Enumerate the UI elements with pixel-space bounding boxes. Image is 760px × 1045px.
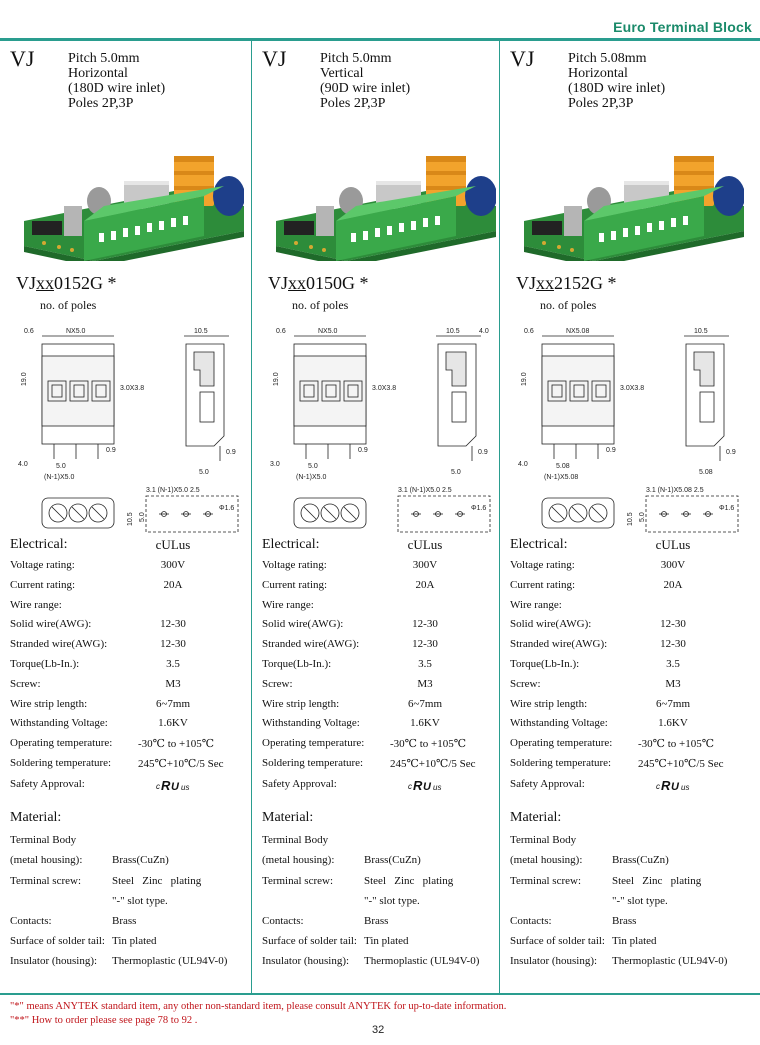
spec-label: Operating temperature: — [10, 737, 113, 750]
solder-tail-label: Surface of solder tail: — [262, 935, 357, 947]
series-code: VJ — [10, 46, 35, 71]
dim-body-h2: 5.0 — [139, 512, 146, 522]
spec-value: 12-30 — [412, 618, 438, 631]
dim-height: 19.0 — [21, 372, 28, 386]
spec-row — [510, 698, 755, 716]
spec-value: -30℃ to +105℃ — [390, 738, 467, 751]
spec-row — [10, 737, 255, 755]
contacts-value: Brass — [612, 915, 637, 927]
spec-row — [510, 618, 755, 636]
spec-label: Voltage rating: — [262, 559, 327, 571]
spec-row — [262, 678, 507, 696]
svg-text:R: R — [413, 778, 423, 792]
product-description — [568, 51, 665, 111]
material-title: Material: — [510, 810, 562, 825]
product-description — [320, 51, 410, 111]
contacts-value: Brass — [364, 915, 389, 927]
poles-caption: no. of poles — [292, 298, 349, 312]
spec-row — [510, 678, 755, 696]
spec-row — [10, 579, 255, 597]
spec-value: 3.5 — [666, 658, 680, 670]
dim-pin-row: (N-1)X5.0 — [296, 474, 327, 481]
electrical-title: Electrical: — [262, 537, 320, 552]
insulator-label: Insulator (housing): — [262, 955, 350, 967]
dim-side-tail: 0.9 — [726, 449, 736, 456]
spec-row — [510, 559, 755, 577]
spec-label: Current rating: — [10, 578, 76, 591]
ul-recognized-mark — [156, 778, 196, 792]
spec-row — [510, 638, 755, 656]
dim-hole: 3.0X3.8 — [620, 385, 645, 392]
svg-text:U: U — [171, 781, 179, 792]
spec-label: Soldering temperature: — [10, 757, 112, 769]
part-prefix: VJ — [516, 273, 537, 293]
spec-row — [262, 579, 507, 597]
dim-side-pin: 5.08 — [699, 469, 713, 476]
series-code: VJ — [262, 46, 287, 71]
spec-value: 12-30 — [660, 618, 686, 631]
housing-value: Brass(CuZn) — [612, 854, 669, 866]
spec-label: Torque(Lb-In.): — [10, 658, 80, 670]
terminal-screw-value: Steel Zinc plating — [612, 875, 702, 887]
wire-inlet-text: (180D wire inlet) — [568, 81, 666, 96]
housing-value: Brass(CuZn) — [112, 854, 169, 866]
part-suffix: 0150G * — [306, 273, 369, 293]
spec-label: Withstanding Voltage: — [510, 717, 608, 730]
pitch-text: Pitch 5.0mm — [68, 51, 140, 66]
spec-label: Solid wire(AWG): — [10, 618, 92, 631]
spec-label: Solid wire(AWG): — [510, 618, 592, 631]
dim-pin: 5.0 — [308, 463, 318, 470]
material-title: Material: — [262, 810, 314, 825]
dim-hole: 3.0X3.8 — [372, 385, 397, 392]
spec-value: 12-30 — [160, 638, 186, 651]
contacts-label: Contacts: — [510, 915, 552, 927]
pitch-text: Pitch 5.08mm — [568, 51, 647, 66]
spec-value: 20A — [163, 578, 183, 591]
poles-caption: no. of poles — [540, 298, 597, 312]
svg-text:us: us — [681, 783, 690, 792]
spec-row — [510, 599, 755, 617]
spec-label: Wire range: — [262, 598, 314, 611]
spec-value: 20A — [415, 578, 435, 591]
safety-approval-row — [510, 778, 755, 796]
dim-pitch: NX5.0 — [66, 328, 86, 335]
housing-label: (metal housing): — [510, 854, 583, 866]
dim-hole: 3.0X3.8 — [120, 385, 145, 392]
part-number — [268, 273, 369, 294]
material-title: Material: — [10, 810, 62, 825]
dim-body-h1: 10.5 — [627, 512, 634, 526]
safety-approval-row — [262, 778, 507, 796]
spec-value: 300V — [160, 559, 186, 571]
spec-label: Voltage rating: — [10, 559, 75, 571]
dim-hole-dia: Φ1.6 — [719, 505, 735, 512]
wire-inlet-text: (180D wire inlet) — [68, 81, 166, 96]
spec-value: 245℃+10℃/5 Sec — [138, 758, 224, 770]
spec-value: M3 — [665, 677, 681, 690]
page-header-title: Euro Terminal Block — [613, 19, 752, 35]
dim-bottom: 4.0 — [518, 461, 528, 468]
spec-label: Wire strip length: — [510, 697, 588, 710]
dimension-drawing — [14, 326, 258, 541]
spec-value: 12-30 — [412, 638, 438, 651]
dim-top: 3.1 (N-1)X5.0 2.5 — [398, 487, 452, 494]
spec-row — [510, 717, 755, 735]
svg-text:c: c — [156, 782, 160, 791]
electrical-heading-row — [510, 537, 755, 555]
spec-label: Operating temperature: — [262, 737, 365, 750]
svg-text:U: U — [423, 781, 431, 792]
housing-value: Brass(CuZn) — [364, 854, 421, 866]
part-variant: xx — [36, 273, 55, 293]
terminal-body-label: Terminal Body — [262, 834, 329, 846]
dim-side-pin: 5.0 — [451, 469, 461, 476]
spec-row — [510, 757, 755, 775]
spec-value: 1.6KV — [158, 717, 188, 730]
solder-tail-value: Tin plated — [364, 935, 409, 947]
orientation-text: Horizontal — [68, 66, 128, 81]
spec-row — [510, 658, 755, 676]
spec-label: Stranded wire(AWG): — [262, 638, 360, 651]
spec-value: 6~7mm — [655, 697, 691, 710]
dim-tail: 0.9 — [606, 447, 616, 454]
orientation-text: Horizontal — [568, 66, 628, 81]
dim-side-tail: 0.9 — [226, 449, 236, 456]
electrical-title: Electrical: — [510, 537, 568, 552]
spec-value: -30℃ to +105℃ — [138, 738, 215, 751]
spec-label: Soldering temperature: — [262, 757, 364, 769]
safety-approval-label: Safety Approval: — [262, 778, 337, 790]
spec-row — [10, 698, 255, 716]
spec-label: Wire range: — [510, 598, 562, 611]
spec-value: 6~7mm — [407, 697, 443, 710]
spec-value: 12-30 — [660, 638, 686, 651]
spec-row — [262, 618, 507, 636]
safety-approval-label: Safety Approval: — [510, 778, 585, 790]
spec-label: Soldering temperature: — [510, 757, 612, 769]
insulator-label: Insulator (housing): — [10, 955, 98, 967]
part-suffix: 0152G * — [54, 273, 117, 293]
dim-body-h1: 10.5 — [127, 512, 134, 526]
dim-side-width: 10.5 — [194, 328, 208, 335]
dim-side-width: 10.5 — [446, 328, 460, 335]
footer-rule — [0, 993, 760, 995]
part-prefix: VJ — [268, 273, 289, 293]
spec-row — [10, 559, 255, 577]
terminal-block-photo — [276, 151, 496, 261]
electrical-heading-row — [10, 537, 255, 555]
spec-label: Withstanding Voltage: — [10, 717, 108, 730]
spec-row — [262, 698, 507, 716]
product-column-3 — [510, 41, 760, 993]
poles-text: Poles 2P,3P — [320, 96, 386, 111]
spec-label: Screw: — [510, 677, 541, 690]
terminal-screw-label: Terminal screw: — [262, 875, 334, 887]
svg-text:U: U — [671, 781, 679, 792]
spec-label: Operating temperature: — [510, 737, 613, 750]
series-code: VJ — [510, 46, 535, 71]
housing-label: (metal housing): — [262, 854, 335, 866]
solder-tail-value: Tin plated — [612, 935, 657, 947]
wire-inlet-text: (90D wire inlet) — [320, 81, 411, 96]
svg-text:us: us — [433, 783, 442, 792]
spec-value: 300V — [412, 559, 438, 571]
terminal-screw-value: Steel Zinc plating — [364, 875, 454, 887]
dim-top: 3.1 (N-1)X5.08 2.5 — [646, 487, 704, 494]
spec-row — [262, 717, 507, 735]
svg-text:us: us — [181, 783, 190, 792]
page-number: 32 — [372, 1024, 385, 1036]
dim-top: 3.1 (N-1)X5.0 2.5 — [146, 487, 200, 494]
contacts-label: Contacts: — [10, 915, 52, 927]
spec-label: Torque(Lb-In.): — [510, 658, 580, 670]
terminal-body-label: Terminal Body — [10, 834, 77, 846]
safety-approval-label: Safety Approval: — [10, 778, 85, 790]
terminal-block-photo — [24, 151, 244, 261]
spec-row — [10, 658, 255, 676]
electrical-title: Electrical: — [10, 537, 68, 552]
dim-tail: 0.9 — [358, 447, 368, 454]
dim-side-extra: 4.0 — [479, 328, 489, 335]
spec-label: Current rating: — [262, 578, 328, 591]
solder-tail-label: Surface of solder tail: — [510, 935, 605, 947]
terminal-body-label: Terminal Body — [510, 834, 577, 846]
housing-label: (metal housing): — [10, 854, 83, 866]
spec-value: 3.5 — [166, 658, 180, 670]
insulator-value: Thermoplastic (UL94V-0) — [612, 955, 728, 967]
dim-left: 0.6 — [276, 328, 286, 335]
dim-height: 19.0 — [521, 372, 528, 386]
spec-value: 245℃+10℃/5 Sec — [638, 758, 724, 770]
spec-row — [262, 599, 507, 617]
insulator-value: Thermoplastic (UL94V-0) — [112, 955, 228, 967]
footnote-how-to-order: "**" How to order please see page 78 to 92 . — [10, 1015, 198, 1026]
spec-value: 6~7mm — [155, 697, 191, 710]
svg-text:R: R — [161, 778, 171, 792]
insulator-label: Insulator (housing): — [510, 955, 598, 967]
spec-row — [10, 717, 255, 735]
part-number — [516, 273, 617, 294]
spec-label: Solid wire(AWG): — [262, 618, 344, 631]
dim-bottom: 3.0 — [270, 461, 280, 468]
spec-label: Screw: — [262, 677, 293, 690]
part-suffix: 2152G * — [554, 273, 617, 293]
orientation-text: Vertical — [320, 66, 364, 81]
dim-pitch: NX5.08 — [566, 328, 590, 335]
terminal-screw-label: Terminal screw: — [10, 875, 82, 887]
electrical-cert: cULus — [655, 537, 691, 552]
dim-side-pin: 5.0 — [199, 469, 209, 476]
safety-approval-row — [10, 778, 255, 796]
svg-text:R: R — [661, 778, 671, 792]
spec-value: 1.6KV — [658, 717, 688, 730]
poles-caption: no. of poles — [40, 298, 97, 312]
spec-row — [262, 757, 507, 775]
poles-text: Poles 2P,3P — [568, 96, 634, 111]
spec-value: 300V — [660, 559, 686, 571]
dim-hole-dia: Φ1.6 — [219, 505, 235, 512]
dim-body-h2: 5.0 — [639, 512, 646, 522]
slot-type-value: "-" slot type. — [364, 895, 420, 907]
spec-row — [10, 757, 255, 775]
spec-label: Wire strip length: — [262, 697, 340, 710]
spec-row — [10, 638, 255, 656]
dim-hole-dia: Φ1.6 — [471, 505, 487, 512]
dimension-drawing — [266, 326, 510, 541]
spec-label: Wire range: — [10, 598, 62, 611]
spec-label: Wire strip length: — [10, 697, 88, 710]
dim-pin: 5.0 — [56, 463, 66, 470]
contacts-value: Brass — [112, 915, 137, 927]
product-column-2 — [262, 41, 512, 993]
spec-label: Withstanding Voltage: — [262, 717, 360, 730]
electrical-cert: cULus — [407, 537, 443, 552]
spec-row — [10, 599, 255, 617]
dim-left: 0.6 — [524, 328, 534, 335]
svg-text:c: c — [408, 782, 412, 791]
spec-value: 3.5 — [418, 658, 432, 670]
dim-pin-row: (N-1)X5.08 — [544, 474, 579, 481]
spec-value: -30℃ to +105℃ — [638, 738, 715, 751]
part-number — [16, 273, 117, 294]
terminal-screw-label: Terminal screw: — [510, 875, 582, 887]
spec-value: 1.6KV — [410, 717, 440, 730]
slot-type-value: "-" slot type. — [612, 895, 668, 907]
spec-label: Screw: — [10, 677, 41, 690]
slot-type-value: "-" slot type. — [112, 895, 168, 907]
footnote-standard-item: "*" means ANYTEK standard item, any other non-standard item, please consult ANYTEK for up-to-date information. — [10, 1001, 507, 1012]
dim-pin: 5.08 — [556, 463, 570, 470]
spec-row — [262, 658, 507, 676]
spec-value: 20A — [663, 578, 683, 591]
spec-label: Current rating: — [510, 578, 576, 591]
spec-value: 245℃+10℃/5 Sec — [390, 758, 476, 770]
dim-side-width: 10.5 — [694, 328, 708, 335]
ul-recognized-mark — [408, 778, 448, 792]
spec-value: M3 — [417, 677, 433, 690]
part-prefix: VJ — [16, 273, 37, 293]
product-description — [68, 51, 165, 111]
spec-value: M3 — [165, 677, 181, 690]
insulator-value: Thermoplastic (UL94V-0) — [364, 955, 480, 967]
dim-bottom: 4.0 — [18, 461, 28, 468]
spec-row — [262, 737, 507, 755]
poles-text: Poles 2P,3P — [68, 96, 134, 111]
svg-text:c: c — [656, 782, 660, 791]
part-variant: xx — [288, 273, 307, 293]
spec-label: Torque(Lb-In.): — [262, 658, 332, 670]
dim-tail: 0.9 — [106, 447, 116, 454]
terminal-screw-value: Steel Zinc plating — [112, 875, 202, 887]
pitch-text: Pitch 5.0mm — [320, 51, 392, 66]
terminal-block-photo — [524, 151, 744, 261]
spec-row — [10, 618, 255, 636]
spec-row — [262, 638, 507, 656]
spec-row — [510, 737, 755, 755]
spec-row — [510, 579, 755, 597]
spec-row — [10, 678, 255, 696]
contacts-label: Contacts: — [262, 915, 304, 927]
dim-pin-row: (N-1)X5.0 — [44, 474, 75, 481]
ul-recognized-mark — [656, 778, 696, 792]
electrical-cert: cULus — [155, 537, 191, 552]
dim-height: 19.0 — [273, 372, 280, 386]
dim-pitch: NX5.0 — [318, 328, 338, 335]
dim-side-tail: 0.9 — [478, 449, 488, 456]
part-variant: xx — [536, 273, 555, 293]
dim-left: 0.6 — [24, 328, 34, 335]
spec-value: 12-30 — [160, 618, 186, 631]
spec-label: Stranded wire(AWG): — [510, 638, 608, 651]
product-column-1 — [10, 41, 260, 993]
solder-tail-label: Surface of solder tail: — [10, 935, 105, 947]
solder-tail-value: Tin plated — [112, 935, 157, 947]
spec-label: Stranded wire(AWG): — [10, 638, 108, 651]
spec-row — [262, 559, 507, 577]
spec-label: Voltage rating: — [510, 559, 575, 571]
dimension-drawing — [514, 326, 758, 541]
electrical-heading-row — [262, 537, 507, 555]
